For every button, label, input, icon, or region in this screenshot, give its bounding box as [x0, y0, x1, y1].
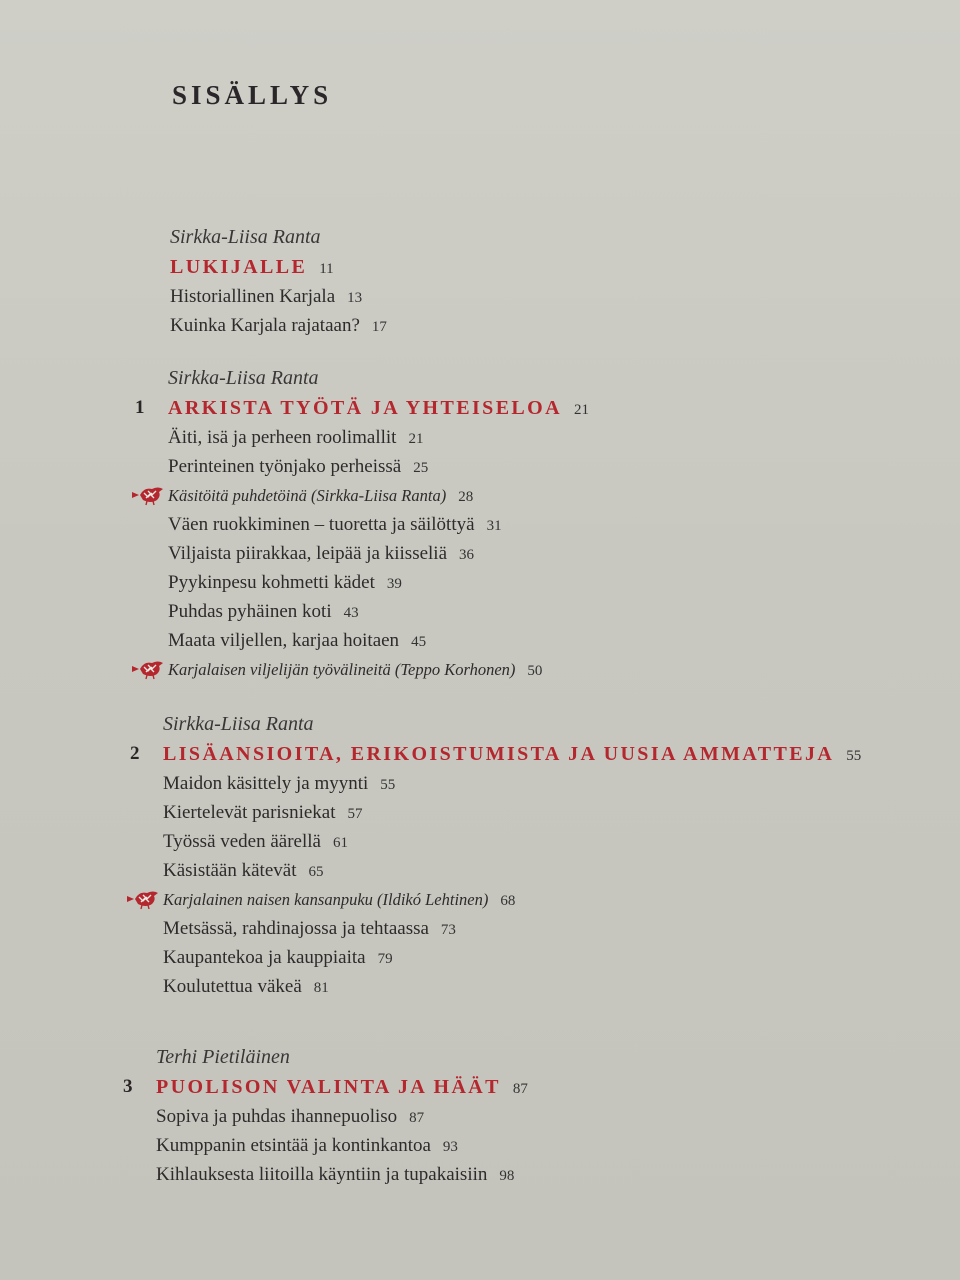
- page-number: 93: [442, 1139, 458, 1155]
- chapter-title: PUOLISON VALINTA JA HÄÄT: [156, 1076, 501, 1098]
- chapter-title: LISÄANSIOITA, ERIKOISTUMISTA JA UUSIA AMMATTEJA: [163, 743, 835, 765]
- entry-title: Perinteinen työnjako perheissä: [168, 456, 402, 477]
- toc-entry[interactable]: [163, 972, 861, 1001]
- chapter-heading[interactable]: [123, 1072, 528, 1102]
- entry-title: Viljaista piirakkaa, leipää ja kiisseliä: [168, 543, 448, 564]
- entry-title: Käsitöitä puhdetöinä (Sirkka-Liisa Ranta): [168, 486, 447, 505]
- toc-entry[interactable]: [163, 856, 861, 885]
- page-number: 73: [440, 922, 456, 938]
- entry-title: Karjalaisen viljelijän työvälineitä (Teppo Korhonen): [168, 660, 516, 679]
- entry-title: Kuinka Karjala rajataan?: [170, 315, 360, 336]
- entry-title: Kumppanin etsintää ja kontinkantoa: [156, 1135, 431, 1156]
- page-number: 21: [408, 431, 424, 447]
- toc-entry[interactable]: [170, 282, 387, 311]
- entry-title: Puhdas pyhäinen koti: [168, 601, 332, 622]
- page-number: 65: [308, 864, 324, 880]
- toc-feature-entry[interactable]: [168, 655, 589, 684]
- bird-ornament-icon: [130, 484, 166, 506]
- toc-feature-entry[interactable]: [168, 481, 589, 510]
- chapter-heading[interactable]: [170, 252, 387, 282]
- entry-title: Pyykinpesu kohmetti kädet: [168, 572, 375, 593]
- page-number: 87: [409, 1110, 425, 1126]
- chapter-number: 3: [123, 1076, 133, 1097]
- toc-entry[interactable]: [168, 539, 589, 568]
- toc-entry[interactable]: [156, 1160, 528, 1189]
- section-author: Terhi Pietiläinen: [156, 1046, 290, 1068]
- page-number: 39: [386, 576, 402, 592]
- page-number: 25: [413, 460, 429, 476]
- entry-title: Väen ruokkiminen – tuoretta ja säilöttyä: [168, 514, 475, 535]
- entry-title: Käsistään kätevät: [163, 860, 297, 881]
- page-number: 55: [846, 748, 862, 764]
- entry-title: Kiertelevät parisniekat: [163, 802, 336, 823]
- toc-section-intro: [170, 222, 387, 340]
- toc-section-chapter-1: [135, 363, 589, 684]
- toc-entry[interactable]: [168, 626, 589, 655]
- page-number: 57: [347, 806, 363, 822]
- toc-entry[interactable]: [163, 827, 861, 856]
- page-number: 31: [486, 518, 502, 534]
- page-number: 21: [573, 402, 589, 418]
- toc-section-chapter-2: [130, 709, 862, 1001]
- section-author: Sirkka-Liisa Ranta: [163, 713, 314, 735]
- chapter-heading[interactable]: [130, 739, 862, 769]
- toc-entry[interactable]: [156, 1102, 528, 1131]
- entry-title: Karjalainen naisen kansanpuku (Ildikó Lehtinen): [163, 890, 489, 909]
- chapter-number: 2: [130, 743, 140, 764]
- chapter-title: LUKIJALLE: [170, 256, 308, 278]
- entry-title: Äiti, isä ja perheen roolimallit: [168, 427, 397, 448]
- entry-title: Sopiva ja puhdas ihannepuoliso: [156, 1106, 398, 1127]
- entry-title: Metsässä, rahdinajossa ja tehtaassa: [163, 918, 429, 939]
- page-number: 68: [500, 893, 516, 909]
- page-number: 17: [371, 319, 387, 335]
- page-number: 28: [458, 489, 474, 505]
- toc-section-chapter-3: [123, 1042, 528, 1189]
- toc-feature-entry[interactable]: [163, 885, 861, 914]
- toc-entry[interactable]: [168, 452, 589, 481]
- toc-entry[interactable]: [163, 943, 861, 972]
- page-title: SISÄLLYS: [172, 80, 333, 110]
- toc-entry[interactable]: [168, 568, 589, 597]
- toc-entry[interactable]: [170, 311, 387, 340]
- toc-entry[interactable]: [163, 769, 861, 798]
- entry-title: Maidon käsittely ja myynti: [163, 773, 369, 794]
- toc-entry[interactable]: [168, 510, 589, 539]
- page-number: 13: [347, 290, 363, 306]
- entry-title: Koulutettua väkeä: [163, 976, 302, 997]
- page-number: 87: [512, 1081, 528, 1097]
- chapter-heading[interactable]: [135, 393, 589, 423]
- page-number: 36: [459, 547, 475, 563]
- entry-title: Työssä veden äärellä: [163, 831, 321, 852]
- page-number: 45: [411, 634, 427, 650]
- entry-title: Maata viljellen, karjaa hoitaen: [168, 630, 400, 651]
- entry-title: Historiallinen Karjala: [170, 286, 336, 307]
- entry-title: Kihlauksesta liitoilla käyntiin ja tupakaisiin: [156, 1164, 488, 1185]
- toc-entry[interactable]: [168, 597, 589, 626]
- page-number: 55: [380, 777, 396, 793]
- page-number: 81: [313, 980, 329, 996]
- chapter-title: ARKISTA TYÖTÄ JA YHTEISELOA: [168, 397, 562, 419]
- toc-entry[interactable]: [163, 798, 861, 827]
- chapter-number: 1: [135, 397, 145, 418]
- page-number: 98: [499, 1168, 515, 1184]
- section-author: Sirkka-Liisa Ranta: [170, 226, 321, 248]
- page-number: 11: [319, 261, 334, 277]
- page-number: 43: [343, 605, 359, 621]
- bird-ornament-icon: [130, 658, 166, 680]
- page-number: 50: [527, 663, 543, 679]
- section-author: Sirkka-Liisa Ranta: [168, 367, 319, 389]
- entry-title: Kaupantekoa ja kauppiaita: [163, 947, 366, 968]
- toc-entry[interactable]: [156, 1131, 528, 1160]
- bird-ornament-icon: [125, 888, 161, 910]
- toc-entry[interactable]: [168, 423, 589, 452]
- page-number: 61: [332, 835, 348, 851]
- toc-entry[interactable]: [163, 914, 861, 943]
- page-number: 79: [377, 951, 393, 967]
